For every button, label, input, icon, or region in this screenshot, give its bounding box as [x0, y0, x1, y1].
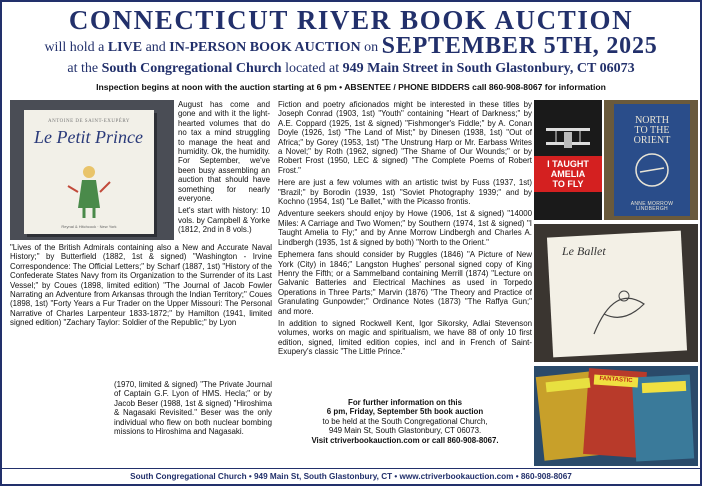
history-paragraph: "Lives of the British Admirals containing also a New and Accurate Naval History;" by Butterfield (1882, 1st & signed) "Washington - Irvine Correspondence: The Official Letters;" by Scharf (1887, 1st) "History of the Confederate States Navy from its Organization to the Surrender of its Last Vessel;" by Coues (1898, limited edition) "The Journal of Jacob Fowler Narrating an Adventure from Arkansas through the Indian Territory;" Coues (1898, 1st) "Forty Years a Fur Trader on the Upper Missouri: The Personal Narrative of Charles Larpenteur 1833-1872;" by Hamilton (1941, limited signed edition) "Zachary Taylor: Soldier of the Republic;" by Lyon — [10, 243, 272, 328]
adventure-paragraph: Adventure seekers should enjoy by Howe (1906, 1st & signed) "14000 Miles: A Carriage and Two Women;" by Southern (1974, 1st & signed) "I Taught Amelia to Fly;" and by Anne Morrow Lindbergh and Charles A. Lindbergh (1935, 1st & signed by both) "North to the Orient." — [278, 209, 532, 247]
info-line[interactable]: Visit ctriverbookauction.com or call 860-908-8067. — [311, 435, 499, 445]
amelia-title-line: I TAUGHT — [547, 159, 589, 169]
addition-paragraph: In addition to signed Rockwell Kent, Igor Sikorsky, Adlai Stevenson volumes, works on magic and spiritualism, we have 88 of only 10 first edition, signed, limited edition copies, incl and in French of Saint-Exupery's classic "The Little Prince." — [278, 318, 532, 357]
subline-live: LIVE — [107, 40, 143, 55]
subline-text-pre: will hold a — [44, 40, 108, 55]
prince-publisher: Reynal & Hitchcock · New York — [61, 224, 117, 229]
petit-prince-cover — [24, 110, 154, 234]
intro-paragraph: August has come and gone and with it the light-hearted volumes that do no tax a mind struggling to manage the heat and humidity. Ok, the humidity. For September, we've been busy assembling an auction that should have something for nearly everyone. — [178, 100, 270, 204]
intro-column — [178, 100, 270, 238]
ballet-title: Le Ballet — [562, 244, 606, 258]
ballet-book-photo — [534, 224, 698, 362]
subline-on: on — [360, 40, 382, 55]
amelia-book-photo — [534, 100, 602, 220]
inspection-line: Inspection begins at noon with the auction starting at 6 pm • ABSENTEE / PHONE BIDDERS call 860-908-8067 for information — [96, 82, 606, 92]
little-prince-figure-icon — [64, 162, 114, 220]
ephemera-paragraph: Ephemera fans should consider by Ruggles (1846) "A Picture of New York (City) in 1846;" Langston Hughes' personal signed copy of King Henry the Fifth; or a Sammelband containing Merrill (1874) "Lecture on Galvanic Batteries and Electrical Machines as used in Torpedo Operations in Three Parts;" Marvin (1876) "The Theory and Practice of Granulating Gunpowder;" Ordinance Notes (1873) "The Raffya Gun;" and more. — [278, 250, 532, 316]
fantastic-magazines-photo — [534, 366, 698, 466]
history-column — [10, 243, 272, 331]
orient-title-line: ORIENT — [633, 135, 671, 146]
orient-title — [614, 116, 690, 146]
petit-prince-photo — [10, 100, 174, 240]
headline-title: CONNECTICUT RIVER BOOK AUCTION — [68, 5, 634, 35]
subline-inperson: IN-PERSON BOOK AUCTION — [169, 40, 361, 55]
prince-title: Le Petit Prince — [34, 127, 143, 147]
history-intro: Let's start with history: 10 vols. by Campbell & Yorke (1812, 2nd in 8 vols.) — [178, 206, 270, 235]
history-continued-column — [114, 380, 272, 439]
venue-name: South Congregational Church — [101, 61, 282, 76]
footer-bar: South Congregational Church • 949 Main St, South Glastonbury, CT • www.ctriverbookauction.com • 860-908-8067 — [2, 468, 700, 484]
info-box — [278, 398, 532, 462]
orient-title-line: TO THE — [634, 125, 670, 136]
info-line: to be held at the South Congregational Church, — [322, 416, 488, 426]
subheadline-date — [2, 33, 700, 59]
amelia-title — [534, 156, 602, 192]
orient-emblem-icon — [632, 150, 672, 190]
venue-address: 949 Main Street in South Glastonbury, CT 06073 — [342, 61, 635, 76]
amelia-title-line: AMELIA — [550, 169, 586, 179]
history-continued-paragraph: (1970, limited & signed) "The Private Journal of Captain G.F. Lyon of HMS. Hecla;" or by Jacob Beser (1988, 1st & signed) "Hiroshima & Nagasaki Revisited." Beser was the only individual who flew on both nuclear bombing missions to Hiroshima and Nagasaki. — [114, 380, 272, 437]
orient-book-photo — [604, 100, 698, 220]
info-line: For further information on this — [348, 398, 462, 407]
amelia-title-line: TO FLY — [552, 179, 584, 189]
orient-author: ANNE MORROW LINDBERGH — [630, 201, 674, 212]
picasso-drawing-icon — [584, 274, 654, 344]
prince-author: ANTOINE DE SAINT-EXUPÉRY — [48, 119, 130, 124]
subline-and: and — [142, 40, 170, 55]
info-line: 6 pm, Friday, September 5th book auction — [326, 407, 484, 417]
magazine-label: FANTASTIC — [599, 375, 633, 385]
subheadline-venue — [2, 61, 700, 77]
center-column — [278, 100, 532, 360]
orient-title-line: NORTH — [635, 115, 669, 126]
venue-pre: at the — [67, 61, 102, 76]
info-line: 949 Main St, South Glastonbury, CT 06073. — [328, 426, 482, 436]
orient-cover — [614, 104, 690, 216]
auction-date: SEPTEMBER 5TH, 2025 — [381, 33, 658, 59]
art-paragraph: Here are just a few volumes with an artistic twist by Fuss (1937, 1st) "Brazil;" by Borodin (1939, 1st) "Soviet Photography 1939;" and by Kochno (1954, 1st) "Le Ballet," with the Picasso frontis. — [278, 178, 532, 207]
fiction-paragraph: Fiction and poetry aficionados might be interested in these titles by Joseph Conrad (1903, 1st) "Youth" containing "Heart of Darkness;" by A.E. Coppard (1925, 1st & signed) "Fishmonger's Fiddle;" by A. Conan Doyle (1926, 1st) "The Land of Mist;" by Dinesen (1938, 1st) "Out of Africa;" by Gorey (1953, 1st) "The Unstrung Harp or Mr. Earbass Writes a Novel;" by Roth (1962, signed) "The Shame of Our Wounds;" or by Robert Frost (1950, LEC & signed) "The Complete Poems of Robert Frost." — [278, 100, 532, 175]
venue-mid: located at — [281, 61, 343, 76]
